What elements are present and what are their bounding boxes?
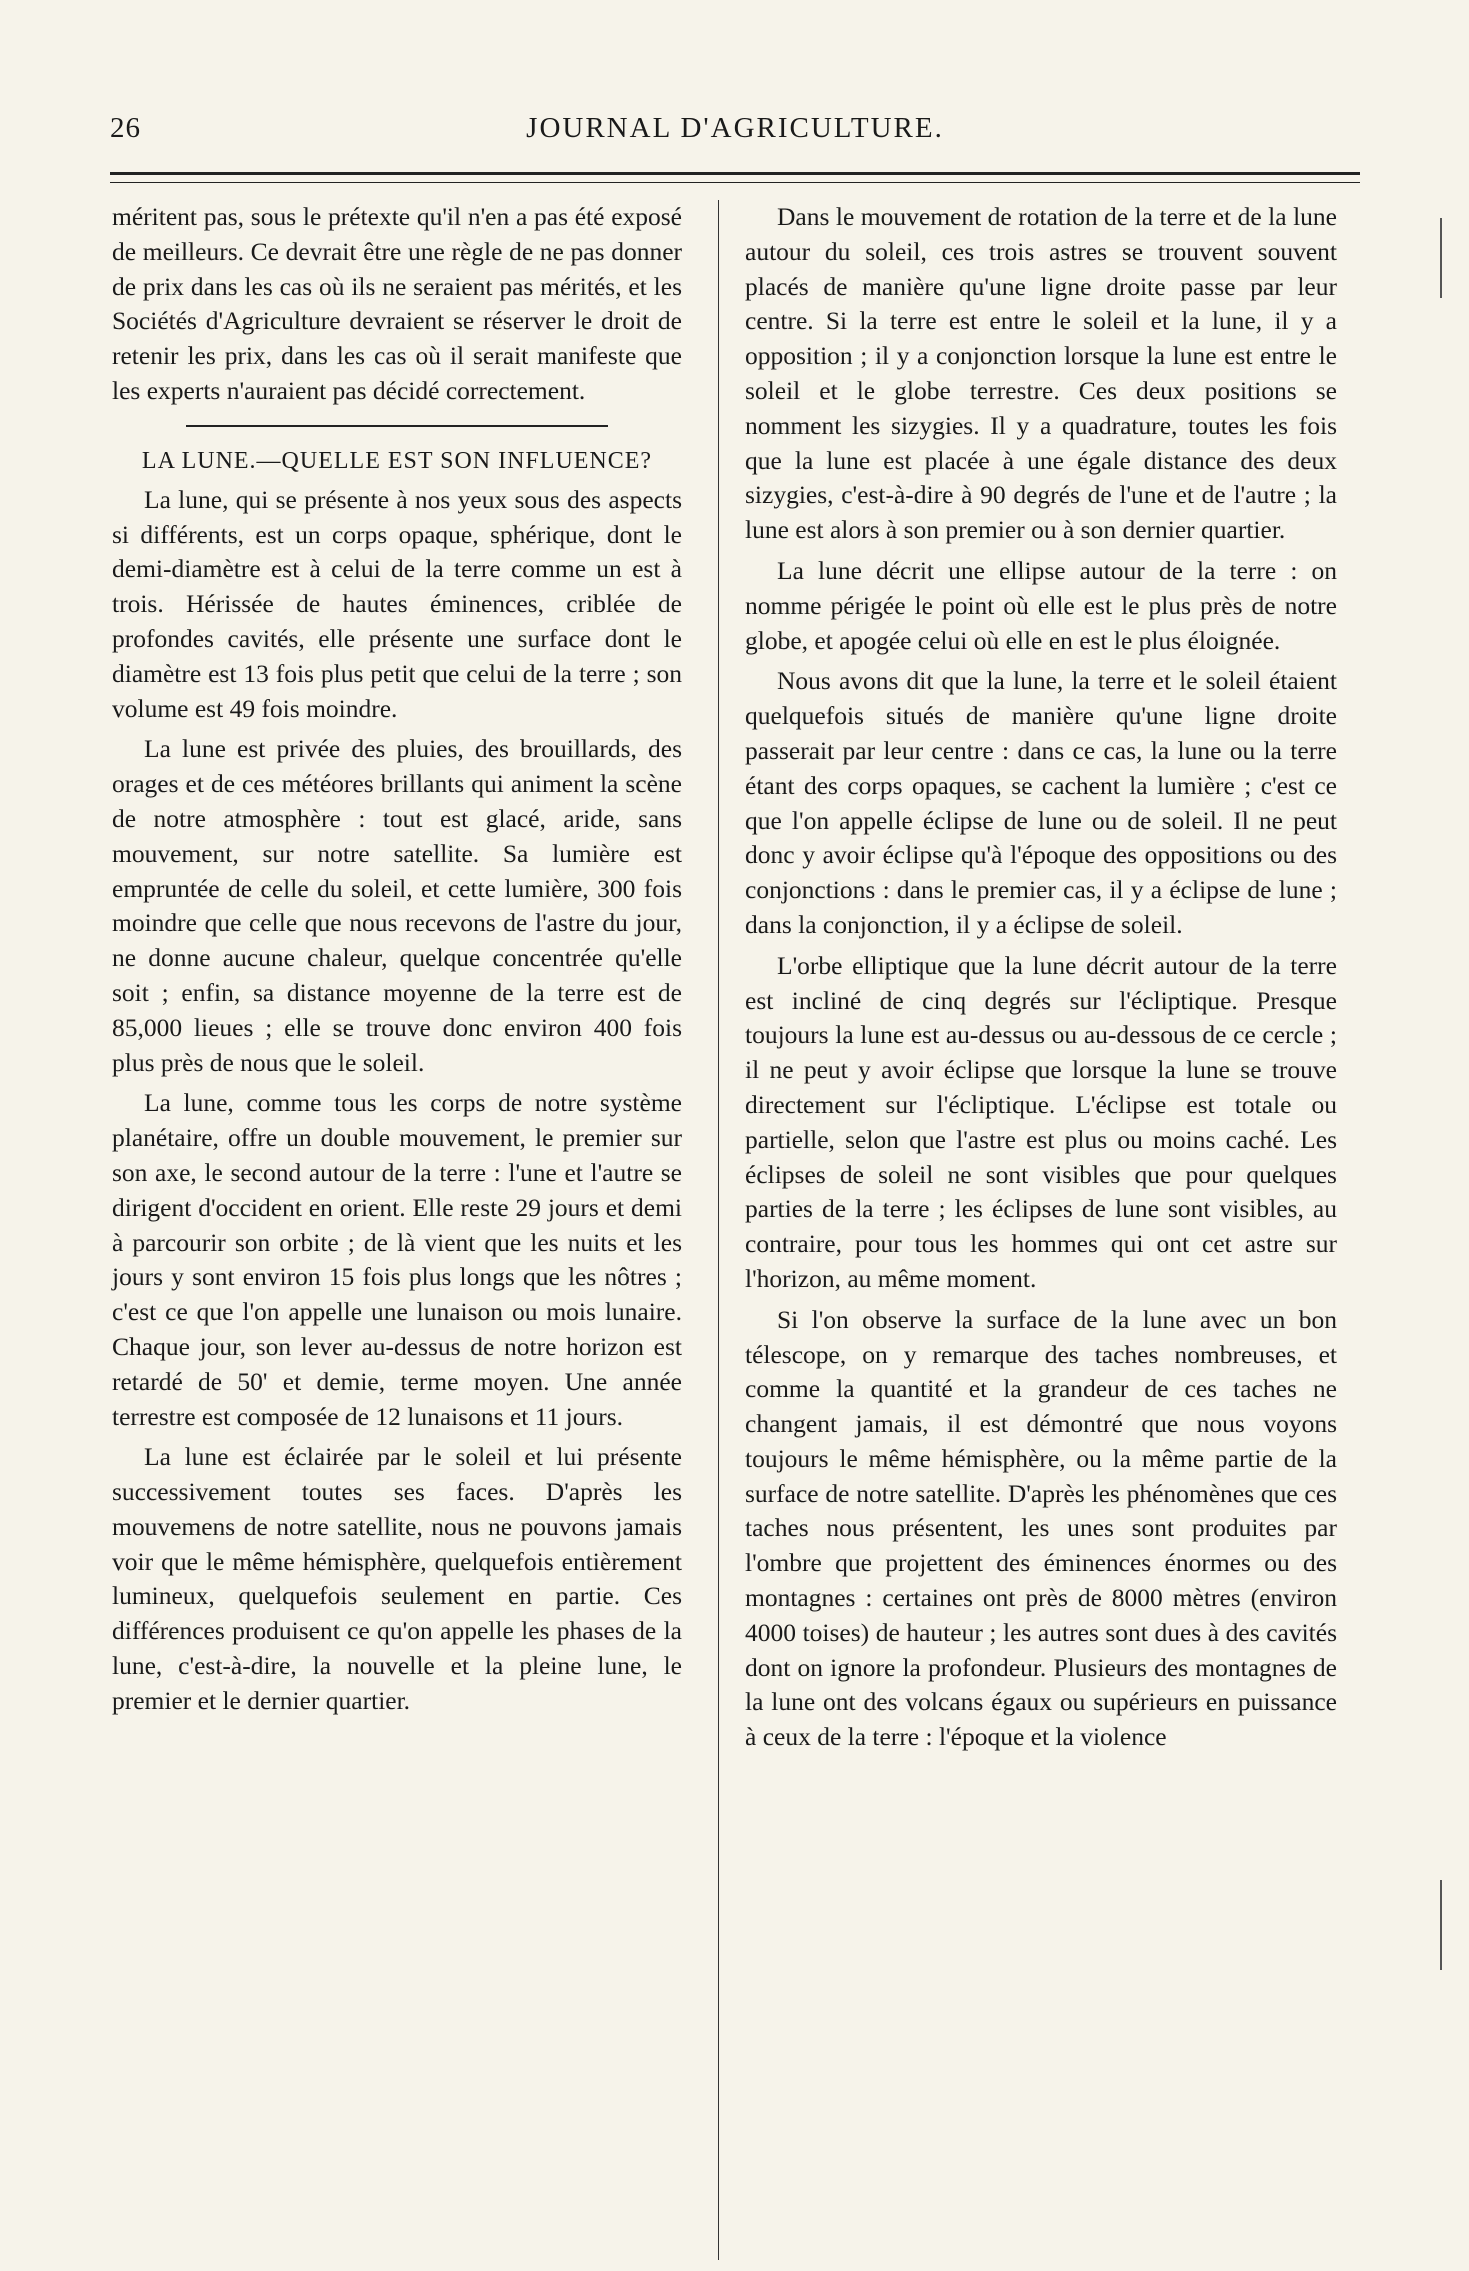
paragraph: Nous avons dit que la lune, la terre et le soleil étaient quelquefois situés de manière qu'une ligne droite passerait par leur centre : dans ce cas, la lune ou la terre étant des corps opaques, se cachent la lumière ; c'est ce que l'on appelle éclipse de lune ou de soleil. Il ne peut donc y avoir éclipse qu'à l'époque des oppositions ou des conjonctions : dans le premier cas, il y a éclipse de lune ; dans la conjonction, il y a éclipse de soleil. xyxy=(745,666,1337,939)
column-divider xyxy=(718,200,719,2260)
section-title: LA LUNE.—QUELLE EST SON INFLUENCE? xyxy=(141,447,653,474)
paragraph: méritent pas, sous le prétexte qu'il n'en a pas été exposé de meilleurs. Ce devrait être une règle de ne pas donner de prix dans les cas où ils ne seraient pas mérités, et les Sociétés d'Agriculture devraient se réserver le droit de retenir les prix, dans les cas où il serait manifeste que les experts n'auraient pas décidé correctement. xyxy=(112,202,682,405)
paragraph: La lune est privée des pluies, des brouillards, des orages et de ces météores brillants qui animent la scène de notre atmosphère : tout est glacé, aride, sans mouvement, sur notre satellite. Sa lumière est empruntée de celle du soleil, et cette lumière, 300 fois moindre que celle que nous recevons de l'astre du jour, ne donne aucune chaleur, quelque concentrée qu'elle soit ; enfin, sa distance moyenne de la terre est de 85,000 lieues ; elle se trouve donc environ 400 fois plus près de nous que le soleil. xyxy=(112,734,682,1077)
left-column xyxy=(112,200,682,1725)
paragraph: La lune est éclairée par le soleil et lui présente successivement toutes ses faces. D'après les mouvemens de notre satellite, nous ne pouvons jamais voir que le même hémisphère, quelquefois entièrement lumineux, quelquefois seulement en partie. Ces différences produisent ce qu'on appelle les phases de la lune, c'est-à-dire, la nouvelle et la pleine lune, le premier et le dernier quartier. xyxy=(112,1442,682,1715)
page-number: 26 xyxy=(110,112,141,144)
paragraph: La lune décrit une ellipse autour de la terre : on nomme périgée le point où elle est le plus près de notre globe, et apogée celui où elle en est le plus éloignée. xyxy=(745,555,1337,655)
paragraph: La lune, comme tous les corps de notre système planétaire, offre un double mouvement, le premier sur son axe, le second autour de la terre : l'une et l'autre se dirigent d'occident en orient. Elle reste 29 jours et demi à parcourir son orbite ; de là vient que les nuits et les jours y sont environ 15 fois plus longs que les nôtres ; c'est ce que l'on appelle une lunaison ou mois lunaire. Chaque jour, son lever au-dessus de notre horizon est retardé de 50' et demie, terme moyen. Une année terrestre est composée de 12 lunaisons et 11 jours. xyxy=(112,1088,682,1431)
paragraph: L'orbe elliptique que la lune décrit autour de la terre est incliné de cinq degrés sur l'écliptique. Presque toujours la lune est au-dessus ou au-dessous de ce cercle ; il ne peut y avoir éclipse que lorsque la lune se trouve directement sur l'écliptique. L'éclipse est totale ou partielle, selon que l'astre est plus ou moins caché. Les éclipses de soleil ne sont visibles que pour quelques parties de la terre ; les éclipses de lune sont visibles, au contraire, pour tous les hommes qui ont cet astre sur l'horizon, au même moment. xyxy=(745,950,1337,1293)
running-title: JOURNAL D'AGRICULTURE. xyxy=(526,112,944,144)
page-header xyxy=(110,112,1360,162)
paragraph: Si l'on observe la surface de la lune avec un bon télescope, on y remarque des taches nombreuses, et comme la quantité et la grandeur de ces taches ne changent jamais, il est démontré que nous voyons toujours le même hémisphère, ou la même partie de la surface de notre satellite. D'après les phénomènes que ces taches nous présentent, les unes sont produites par l'ombre que projettent des éminences énormes ou des montagnes : certaines ont près de 8000 mètres (environ 4000 toises) de hauteur ; les autres sont dues à des cavités dont on ignore la profondeur. Plusieurs des montagnes de la lune ont des volcans égaux ou supérieurs en puissance à ceux de la terre : l'époque et la violence xyxy=(745,1304,1337,1752)
paragraph: La lune, qui se présente à nos yeux sous des aspects si différents, est un corps opaque, sphérique, dont le demi-diamètre est à celui de la terre comme un est à trois. Hérissée de hautes éminences, criblée de profondes cavités, elle présente une surface dont le diamètre est 13 fois plus petit que celui de la terre ; son volume est 49 fois moindre. xyxy=(112,484,682,723)
right-column xyxy=(745,200,1337,1761)
header-rule xyxy=(110,172,1360,183)
paragraph: Dans le mouvement de rotation de la terre et de la lune autour du soleil, ces trois astres se trouvent souvent placés de manière qu'une ligne droite passe par leur centre. Si la terre est entre le soleil et la lune, il y a opposition ; il y a conjonction lorsque la lune est entre le soleil et le globe terrestre. Ces deux positions se nomment les sizygies. Il y a quadrature, toutes les fois que la lune est placée à une égale distance des deux sizygies, c'est-à-dire à 90 degrés de l'une et de l'autre ; la lune est alors à son premier ou à son dernier quartier. xyxy=(745,202,1337,545)
section-divider xyxy=(186,425,608,427)
margin-mark xyxy=(1440,218,1442,298)
margin-mark xyxy=(1440,1880,1442,1970)
